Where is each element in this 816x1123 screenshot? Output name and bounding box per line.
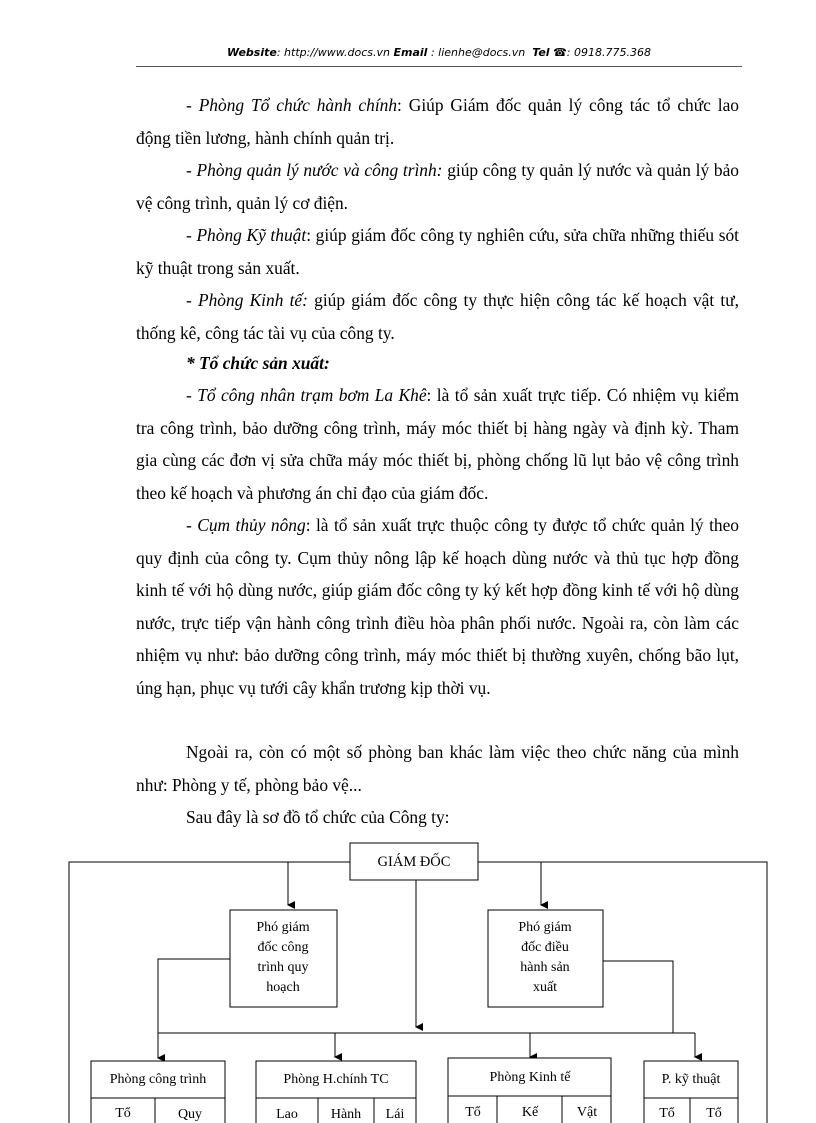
deputy2-line: đốc điều	[521, 940, 569, 955]
dept3-label: Phòng Kinh tế	[489, 1070, 571, 1085]
dept-name-italic: Phòng quản lý nước và công trình:	[196, 160, 443, 180]
dept4-box	[644, 1061, 738, 1123]
dept2-sub: Lao	[276, 1107, 298, 1122]
deputy2-line: Phó giám	[518, 920, 572, 935]
dept3-sub: Tổ	[465, 1105, 481, 1120]
section-heading: * Tổ chức sản xuất:	[186, 353, 330, 373]
dept1-box	[91, 1061, 225, 1123]
phone-icon: ☎	[553, 46, 567, 59]
paragraph-hanh-chinh: - Phòng Tổ chức hành chính: Giúp Giám đốc quản lý công tác tổ chức lao động tiền lương, hành chính quản trị.	[136, 95, 740, 148]
dept1-sub: Tổ	[115, 1106, 131, 1121]
connector-deputy1-side	[158, 959, 230, 1058]
header-tel-value: : 0918.775.368	[566, 46, 651, 59]
header-website-value[interactable]: : http://www.docs.vn	[276, 46, 391, 59]
dept1-label: Phòng công trình	[109, 1072, 207, 1087]
header-email-value[interactable]: : lienhe@docs.vn	[427, 46, 526, 59]
dept3-sub: Vật	[576, 1105, 598, 1120]
dept-name-italic: Phòng Tổ chức hành chính	[198, 95, 398, 115]
dept-name-italic: Phòng Kinh tế:	[197, 290, 308, 310]
unit-name-italic: Cụm thủy nông	[197, 515, 306, 535]
paragraph-cum-thuy-nong: - Cụm thủy nông: là tổ sản xuất trực thuộc công ty được tổ chức quản lý theo quy định của công ty. Cụm thủy nông lập kế hoạch dùng nước và thủ tục hợp đồng kinh tế với hộ dùng nước, giúp giám đốc công ty ký kết hợp đồng kinh tế với hộ dùng nước, trực tiếp vận hành công trình điều hòa phân phối nước. Ngoài ra, còn làm các nhiệm vụ như: bảo dưỡng công trình, máy móc thiết bị thường xuyên, chống bão lụt, úng hạn, phục vụ tưới cây khẩn trương kịp thời vụ.	[136, 515, 740, 698]
unit-name-italic: Tổ công nhân trạm bơm La Khê	[197, 385, 427, 405]
deputy2-line: xuất	[532, 980, 558, 995]
dept4-sub: Tổ	[706, 1106, 722, 1121]
dept3-sub: Kế	[521, 1105, 539, 1120]
dept4-sub: Tổ	[659, 1106, 675, 1121]
deputy1-line: trình quy	[257, 960, 309, 975]
dept4-label: P. kỹ thuật	[661, 1072, 721, 1087]
paragraph-phong-ban-khac: Ngoài ra, còn có một số phòng ban khác làm việc theo chức năng của mình như: Phòng y tế, phòng bảo vệ...	[136, 742, 739, 795]
paragraph-ky-thuat: - Phòng Kỹ thuật: giúp giám đốc công ty nghiên cứu, sửa chữa những thiếu sót kỹ thuật trong sản xuất.	[136, 225, 740, 278]
dept2-sub: Lái	[385, 1107, 405, 1122]
dept1-sub: Quy	[177, 1107, 203, 1122]
header-tel-label: Tel	[532, 46, 550, 59]
connector-deputy2-side	[603, 961, 673, 1033]
dept-name-italic: Phòng Kỹ thuật	[196, 225, 307, 245]
deputy1-line: đốc công	[257, 940, 309, 955]
header-website-label: Website	[227, 46, 277, 59]
deputy1-line: Phó giám	[256, 920, 310, 935]
header-email-label: Email	[393, 46, 428, 59]
paragraph-la-khe: - Tổ công nhân trạm bơm La Khê: là tổ sản xuất trực tiếp. Có nhiệm vụ kiểm tra công trình, bảo dưỡng công trình, máy móc thiết bị hàng ngày và định kỳ. Tham gia cùng các đơn vị sửa chữa máy móc thiết bị, phòng chống lũ lụt bảo vệ công trình theo kế hoạch và phương án chỉ đạo của giám đốc.	[136, 385, 740, 503]
deputy2-line: hành sản	[520, 960, 570, 975]
paragraph-kinh-te: - Phòng Kinh tế: giúp giám đốc công ty thực hiện công tác kế hoạch vật tư, thống kê, công tác tài vụ của công ty.	[136, 290, 739, 343]
dept2-label: Phòng H.chính TC	[283, 1072, 389, 1087]
deputy1-line: hoạch	[266, 980, 300, 995]
paragraph-quan-ly-nuoc: - Phòng quản lý nước và công trình: giúp công ty quản lý nước và quản lý bảo vệ công trình, quản lý cơ điện.	[136, 160, 739, 213]
director-label: GIÁM ĐỐC	[377, 854, 451, 870]
paragraph-so-do-intro: Sau đây là sơ đồ tổ chức của Công ty:	[186, 807, 450, 827]
dept2-sub: Hành	[330, 1107, 362, 1122]
